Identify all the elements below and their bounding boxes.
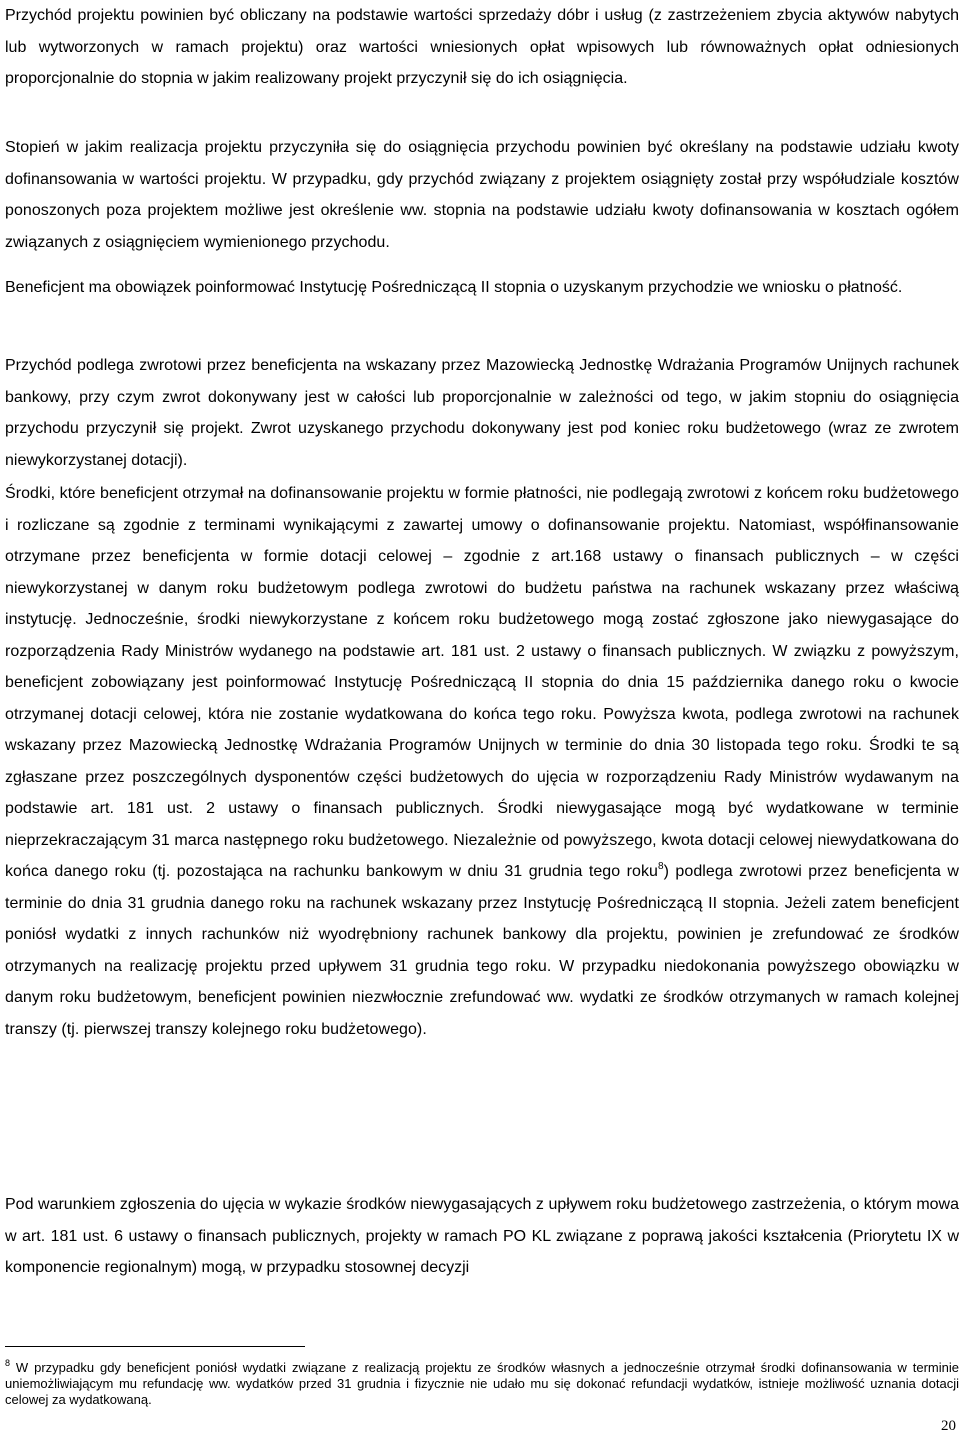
paragraph-reporting-obligation: Beneficjent ma obowiązek poinformować Instytucję Pośredniczącą II stopnia o uzyskanym przychodzie we wniosku o płatność. (5, 279, 903, 296)
footnote-separator (5, 1346, 305, 1347)
page-number: 20 (941, 1418, 956, 1434)
paragraph-funds-settlement (5, 478, 959, 1045)
footnote-text: W przypadku gdy beneficjent poniósł wydatki związane z realizacją projektu ze środków własnych a jednocześnie otrzymał środki dofinansowania w terminie uniemożliwiającym mu refundację ww. wydatków przed 31 grudnia i fizycznie nie udało mu się dokonać refundacji wydatków, istnieje możliwość uznania dotacji celowej za wydatkowaną. (5, 1360, 959, 1407)
footnote (5, 1355, 959, 1408)
paragraph-contribution-degree: Stopień w jakim realizacja projektu przyczyniła się do osiągnięcia przychodu powinien być określany na podstawie udziału kwoty dofinansowania w wartości projektu. W przypadku, gdy przychód związany z projektem osiągnięty został przy współudziale kosztów ponoszonych poza projektem możliwe jest określenie ww. stopnia na podstawie udziału kwoty dofinansowania w kosztach ogółem związanych z osiągnięciem wymienionego przychodu. (5, 139, 959, 251)
footnote-reference: 8 (657, 861, 664, 872)
paragraph-funds-settlement-part2: ) podlega zwrotowi przez beneficjenta w terminie do dnia 31 grudnia danego roku na rachunek wskazany przez Instytucję Pośredniczącą II stopnia. Jeżeli zatem beneficjent poniósł wydatki z innych rachunków niż wyodrębniony rachunek bankowy dla projektu, powinien je zrefundować ze środków otrzymanych na realizację projektu przed upływem 31 grudnia tego roku. W przypadku niedokonania powyższego obowiązku w danym roku budżetowym, beneficjent powinien niezwłocznie zrefundować ww. wydatki ze środków otrzymanych w ramach kolejnej transzy (tj. pierwszej transzy kolejnego roku budżetowego). (5, 863, 960, 1038)
footnote-number: 8 (5, 1358, 11, 1368)
paragraph-non-expiring-funds: Pod warunkiem zgłoszenia do ujęcia w wykazie środków niewygasających z upływem roku budżetowego zastrzeżenia, o którym mowa w art. 181 ust. 6 ustawy o finansach publicznych, projekty w ramach PO KL związane z poprawą jakości kształcenia (Priorytetu IX w komponencie regionalnym) mogą, w przypadku stosownej decyzji (5, 1196, 959, 1276)
paragraph-project-income: Przychód projektu powinien być obliczany na podstawie wartości sprzedaży dóbr i usług (z zastrzeżeniem zbycia aktywów nabytych lub wytworzonych w ramach projektu) oraz wartości wniesionych opłat wpisowych lub równoważnych opłat odniesionych proporcjonalnie do stopnia w jakim realizowany projekt przyczynił się do ich osiągnięcia. (5, 7, 959, 87)
paragraph-funds-settlement-part1: Środki, które beneficjent otrzymał na dofinansowanie projektu w formie płatności, nie podlegają zwrotowi z końcem roku budżetowego i rozliczane są zgodnie z terminami wynikającymi z zawartej umowy o dofinansowanie projektu. Natomiast, współfinansowanie otrzymane przez beneficjenta w formie dotacji celowej – zgodnie z art.168 ustawy o finansach publicznych – w części niewykorzystanej w danym roku budżetowym podlega zwrotowi do budżetu państwa na rachunek wskazany przez właściwą instytucję. Jednocześnie, środki niewykorzystane z końcem roku budżetowego mogą zostać zgłoszone jako niewygasające do rozporządzenia Rady Ministrów wydanego na podstawie art. 181 ust. 2 ustawy o finansach publicznych. W związku z powyższym, beneficjent zobowiązany jest poinformować Instytucję Pośredniczącą II stopnia do dnia 15 października danego roku o kwocie otrzymanej dotacji celowej, która nie zostanie wydatkowana do końca tego roku. Powyższa kwota, podlega zwrotowi na rachunek wskazany przez Mazowiecką Jednostkę Wdrażania Programów Unijnych w terminie do dnia 30 listopada tego roku. Środki te są zgłaszane przez poszczególnych dysponentów części budżetowych do ujęcia w rozporządzeniu Rady Ministrów wydawanym na podstawie art. 181 ust. 2 ustawy o finansach publicznych. Środki niewygasające mogą być wydatkowane w terminie nieprzekraczającym 31 marca następnego roku budżetowego. Niezależnie od powyższego, kwota dotacji celowej niewydatkowana do końca danego roku (tj. pozostająca na rachunku bankowym w dniu 31 grudnia tego roku (5, 485, 959, 880)
paragraph-income-refund: Przychód podlega zwrotowi przez beneficjenta na wskazany przez Mazowiecką Jednostkę Wdrażania Programów Unijnych rachunek bankowy, przy czym zwrot dokonywany jest w całości lub proporcjonalnie w zależności od tego, w jakim stopniu do osiągnięcia przychodu przyczynił się projekt. Zwrot uzyskanego przychodu dokonywany jest pod koniec roku budżetowego (wraz ze zwrotem niewykorzystanej dotacji). (5, 357, 959, 469)
